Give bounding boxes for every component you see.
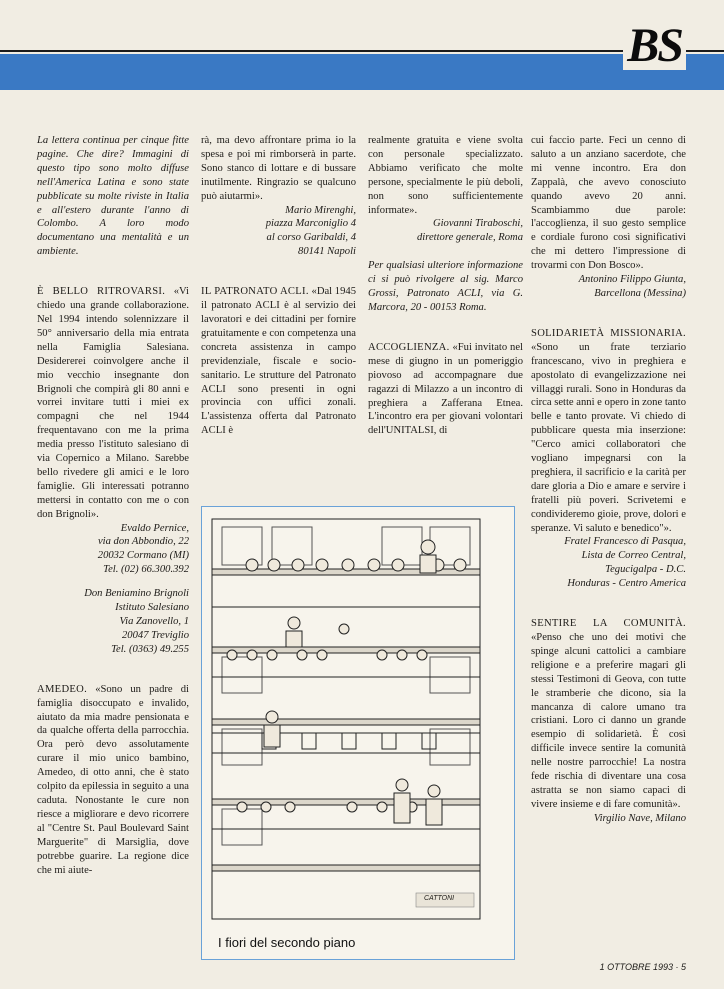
letter-accoglienza: [368, 341, 523, 438]
signature-line: Barcellona (Messina): [594, 287, 686, 299]
letter-continuation: rà, ma devo affrontare prima io la spesa e poi mi rimborserà in parte. Sono stanco di lottare e di bussare inutilmente. Ringrazio se qualcuno può aiutarmi».: [201, 135, 356, 202]
signature-block: [531, 812, 686, 826]
magazine-logo: BS: [623, 22, 686, 70]
signature-line: Antonino Filippo Giunta,: [578, 274, 686, 286]
letter-body: «Penso che uno dei motivi che spinge alcuni cattolici a cambiare religione e a preferire magari gli stessi Testimoni di Geova, con tutte le stramberie che dicono, sia la mancanza di calore umano tra cristiani. Loro ci danno un grande esempio di solidarietà. È così difficile invece sentire la comunità nelle nostre parrocchie! La nostra fede rischia di diventare una cosa astratta se non siamo capaci di vivere insieme e di fare comunità».: [531, 632, 686, 810]
column-4: [531, 134, 686, 826]
signature-block: [531, 273, 686, 301]
artist-signature: CATTONI: [424, 895, 455, 902]
signature-block: [531, 535, 686, 591]
floor-slabs: [212, 569, 480, 871]
signature-line: via don Abbondio, 22: [97, 536, 189, 548]
signature-line: piazza Marconiglio 4: [265, 218, 356, 230]
signature-line: Honduras - Centro America: [567, 578, 686, 590]
letter-sentire-la-comunita: [531, 617, 686, 812]
signature-line: direttore generale, Roma: [416, 232, 523, 244]
letter-body: «Sono un frate terziario francescano, vivo in preghiera e apostolato di evangelizzazione nei villaggi rurali. Sono in Honduras da circa sette anni e opero in zone tanto belle e tanto provate. Vi chiedo di pubblicare questa mia inserzione: "Cerco amici collaboratori che vogliano impegnarsi con la preghiera, il sacrificio e la carità per dare gloria a Dio e amare e servire i fratelli più poveri. Scrivetemi e condivideremo gioie, prove, dolori e speranze. Vi saluto e benedico"».: [531, 341, 687, 534]
signature-line: Fratel Francesco di Pasqua,: [564, 536, 686, 548]
column-1: [37, 134, 189, 877]
letter-continuation: cui faccio parte. Feci un cenno di saluto a un anziano sacerdote, che mi venne incontro. Era don Zappalà, che avevo conosciuto quando avevo 20 anni. Scambiammo due parole: l'accoglienza, il suo gesto semplice e cordiale furono così significativi che mi dettero l'impressione di trovarmi con Don Bosco».: [531, 135, 686, 272]
letter-solidarieta-missionaria: [531, 327, 686, 536]
building-drawing: [202, 507, 514, 959]
signature-line: 20047 Treviglio: [122, 629, 189, 641]
letter-body: «Sono un padre di famiglia disoccupato e invalido, aiutato da mia madre pensionata e da qualche offerta della parrocchia. Ora però devo assolutamente curare il mio unico bambino, Amedeo, di otto anni, che è stato colpito da epilessia in seguito a una caduta. Nonostante le cure non riesce a migliorare e devo ricorrere al "Centre St. Paul Boulevard Saint Marguerite" di Marsiglia, dove potrebbe guarire. La regione dice che mi aiute-: [37, 683, 189, 876]
laundry-line: [212, 733, 480, 749]
signature-line: 80141 Napoli: [298, 246, 356, 258]
illustration-caption: I fiori del secondo piano: [218, 935, 356, 950]
signature-line: Mario Mirenghi,: [285, 204, 356, 216]
letter-heading: SOLIDARIETÀ MISSIONARIA.: [531, 327, 686, 339]
editor-note: La lettera continua per cinque fitte pagine. Che dire? Immagini di questo tipo sono molto diffuse nell'America Latina e sono state pubblicate su molte riviste in Italia e all'estero durante l'anno di Colombo. A loro modo documentano una mentalità e un ambiente.: [37, 135, 189, 258]
letter-amedeo: [37, 683, 189, 878]
signature-block: [368, 217, 523, 245]
signature-line: 20032 Cormano (MI): [97, 550, 189, 562]
letter-e-bello-ritrovarsi: [37, 285, 189, 521]
letter-continuation: realmente gratuita e viene svolta con personale specializzato. Abbiamo verificato che molte persone, specialmente le più deboli, non sono sufficientemente informate».: [368, 135, 523, 216]
signature-line: al corso Garibaldi, 4: [266, 232, 356, 244]
signature-line: Don Beniamino Brignoli: [84, 588, 189, 600]
letter-body: «Fui invitato nel mese di giugno in un pomeriggio piovoso ad accompagnare due ragazzi di Milazzo a un incontro di preghiera a Zafferana Etnea. L'incontro era per giovani volontari dell'UNITALSI, di: [368, 341, 523, 437]
column-3: [368, 134, 523, 438]
signature-line: Virgilio Nave, Milano: [593, 812, 686, 824]
page-footer: 1 OTTOBRE 1993 · 5: [599, 962, 686, 972]
signature-line: Tegucigalpa - D.C.: [605, 564, 686, 576]
signature-line: Tel. (0363) 49.255: [111, 643, 189, 655]
letter-heading: AMEDEO.: [37, 683, 88, 695]
signature-line: Giovanni Tiraboschi,: [432, 218, 523, 230]
letter-body: «Vi chiedo una grande collaborazione. Nel 1994 intendo solennizzare il 50° anniversario della mia entrata nella Famiglia Salesiana. Desidererei coinvolgere anche il mio vecchio insegnante don Brignoli che compirà gli 80 anni e vorrei invitare tutti i miei ex compagni che nel 1944 frequentavano con me la prima media presso l'istituto salesiano di via Copernico a Milano. Sarebbe bello rivedere gli amici e le loro famiglie. Gli interessati potranno mettersi in contatto con me o con don Brignoli».: [37, 286, 189, 520]
signature-line: Istituto Salesiano: [115, 602, 189, 614]
signature-line: Evaldo Pernice,: [120, 522, 189, 534]
letter-body: «Dal 1945 il patronato ACLI è al servizio dei lavoratori e dei cittadini per fornire gratuitamente e con competenza una concreta assistenza in campo previdenziale, fiscale e socio-sanitario. Le strutture del Patronato ACLI sono presenti in ogni provincia con uffici zonali. L'assistenza offerta dal Patronato ACLI è: [201, 286, 356, 437]
signature-block: [201, 204, 356, 260]
signature-line: Via Zanovello, 1: [119, 616, 189, 627]
people: [264, 540, 442, 825]
signature-line: Tel. (02) 66.300.392: [103, 564, 189, 576]
letter-heading: È BELLO RITROVARSI.: [37, 286, 166, 298]
letter-heading: ACCOGLIENZA.: [368, 341, 450, 353]
signature-block: [37, 522, 189, 657]
header-band: [0, 54, 724, 90]
letter-heading: IL PATRONATO ACLI.: [201, 286, 309, 298]
column-2: [201, 134, 356, 438]
info-note: Per qualsiasi ulteriore informazione ci si può rivolgere al sig. Marco Grossi, Patronato ACLI, via G. Marcora, 20 - 00153 Roma.: [368, 260, 523, 313]
letter-heading: SENTIRE LA COMUNITÀ.: [531, 618, 686, 630]
letter-patronato-acli: [201, 285, 356, 438]
signature-line: Lista de Correo Central,: [581, 550, 686, 562]
header-rule: [0, 50, 724, 52]
illustration-apartment-building: [201, 506, 515, 960]
